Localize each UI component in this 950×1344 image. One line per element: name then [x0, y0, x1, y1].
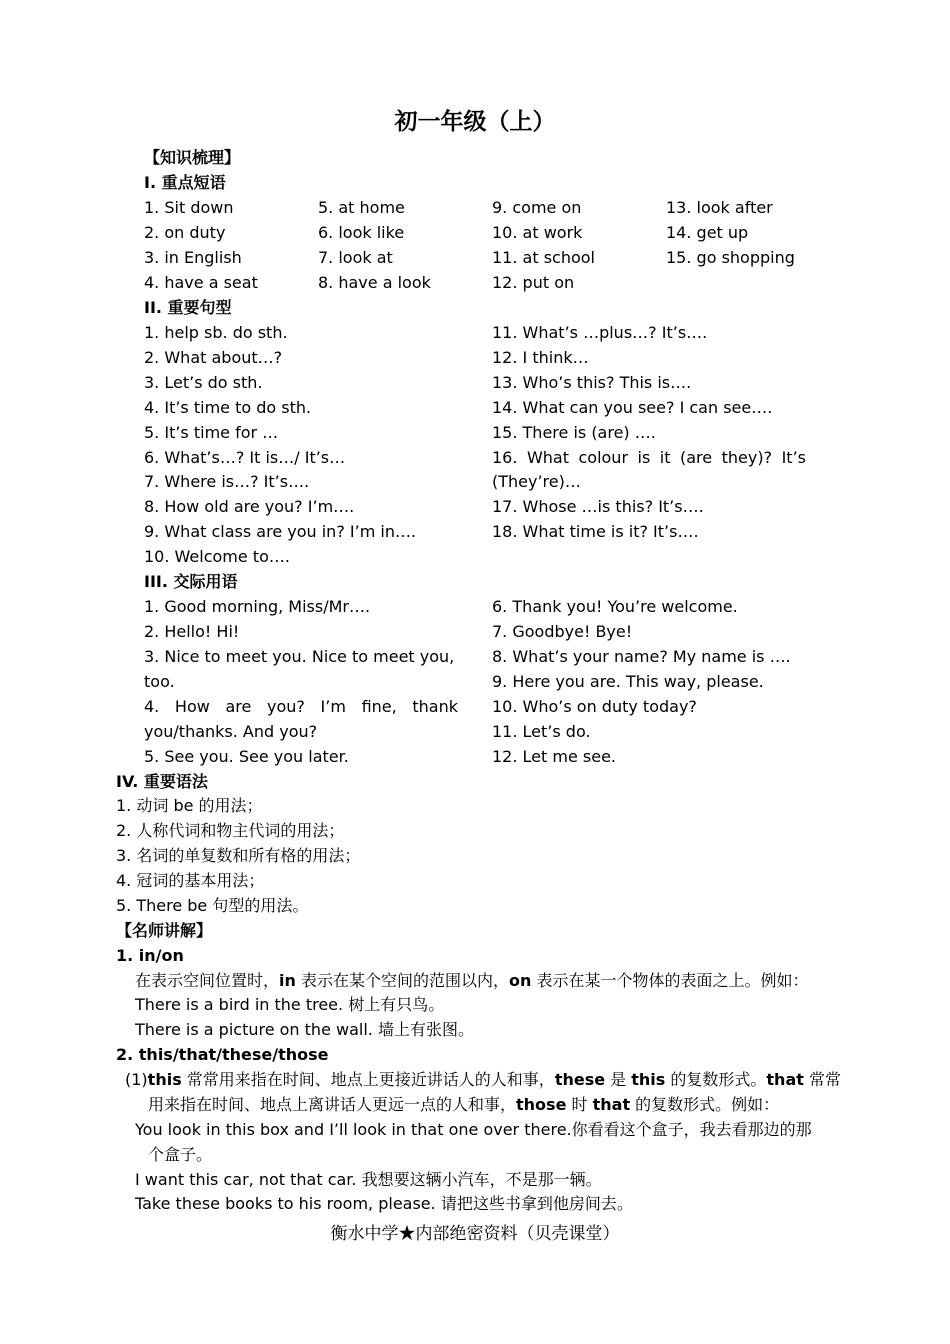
sentence-item: (They’re)… [492, 472, 581, 491]
point-description: (1)this 常常用来指在时间、地点上更接近讲话人的人和事，these 是 this 的复数形式。that 常常 [125, 1070, 841, 1089]
sentence-item: 18. What time is it? It’s…. [492, 522, 699, 541]
phrase-item: 6. look like [318, 223, 405, 242]
expression-item: 4. How are you? I’m fine, thank [144, 697, 458, 716]
phrase-item: 15. go shopping [666, 248, 795, 267]
phrase-item: 12. put on [492, 273, 575, 292]
sentence-item: 12. I think… [492, 348, 589, 367]
phrase-item: 14. get up [666, 223, 749, 242]
phrase-item: 11. at school [492, 248, 595, 267]
phrase-item: 9. come on [492, 198, 582, 217]
section-heading-grammar: IV. 重要语法 [116, 772, 208, 791]
grammar-item: 1. 动词 be 的用法； [116, 796, 263, 815]
sentence-item: 6. What’s…? It is…/ It’s… [144, 448, 346, 467]
page-footer: 衡水中学★内部绝密资料（贝壳课堂） [330, 1224, 620, 1244]
example-sentence: There is a picture on the wall. 墙上有张图。 [135, 1020, 474, 1039]
expression-item: 8. What’s your name? My name is …. [492, 647, 791, 666]
phrase-item: 10. at work [492, 223, 583, 242]
expression-item: 7. Goodbye! Bye! [492, 622, 633, 641]
point-description: 用来指在时间、地点上离讲话人更远一点的人和事，those 时 that 的复数形式。例如： [148, 1095, 780, 1114]
expression-item: 9. Here you are. This way, please. [492, 672, 764, 691]
expression-item: 5. See you. See you later. [144, 747, 349, 766]
sentence-item: 3. Let’s do sth. [144, 373, 263, 392]
sentence-item: 16. What colour is it (are they)? It’s [492, 448, 806, 467]
phrase-item: 7. look at [318, 248, 393, 267]
sentence-item: 17. Whose …is this? It’s…. [492, 497, 704, 516]
point-description: 在表示空间位置时，in 表示在某个空间的范围以内，on 表示在某一个物体的表面之上。例如： [135, 971, 809, 990]
phrase-item: 4. have a seat [144, 273, 258, 292]
grammar-item: 4. 冠词的基本用法； [116, 871, 265, 890]
expression-item: too. [144, 672, 175, 691]
phrase-item: 13. look after [666, 198, 773, 217]
example-sentence: You look in this box and I’ll look in that one over there.你看看这个盒子，我去看那边的那 [135, 1120, 812, 1139]
section-heading-phrases: I. 重点短语 [144, 173, 226, 192]
example-sentence: 个盒子。 [148, 1145, 213, 1164]
sentence-item: 7. Where is…? It’s…. [144, 472, 310, 491]
sentence-item: 4. It’s time to do sth. [144, 398, 312, 417]
sentence-item: 2. What about…? [144, 348, 283, 367]
expression-item: 11. Let’s do. [492, 722, 591, 741]
expression-item: 3. Nice to meet you. Nice to meet you, [144, 647, 455, 666]
phrase-item: 2. on duty [144, 223, 226, 242]
sentence-item: 5. It’s time for … [144, 423, 279, 442]
grammar-item: 2. 人称代词和物主代词的用法； [116, 821, 345, 840]
grammar-item: 3. 名词的单复数和所有格的用法； [116, 846, 361, 865]
sentence-item: 13. Who’s this? This is…. [492, 373, 692, 392]
section-heading-sentences: II. 重要句型 [144, 298, 232, 317]
point-heading-in-on: 1. in/on [116, 946, 184, 965]
sentence-item: 11. What’s …plus…? It’s…. [492, 323, 708, 342]
phrase-item: 1. Sit down [144, 198, 234, 217]
example-sentence: There is a bird in the tree. 树上有只鸟。 [135, 995, 445, 1014]
phrase-item: 8. have a look [318, 273, 431, 292]
page-title: 初一年级（上） [394, 109, 556, 135]
phrase-item: 5. at home [318, 198, 405, 217]
knowledge-header: 【知识梳理】 [144, 148, 241, 167]
expression-item: you/thanks. And you? [144, 722, 318, 741]
section-heading-expressions: III. 交际用语 [144, 572, 238, 591]
sentence-item: 10. Welcome to…. [144, 547, 290, 566]
sentence-item: 1. help sb. do sth. [144, 323, 288, 342]
point-heading-demonstratives: 2. this/that/these/those [116, 1045, 329, 1064]
expression-item: 6. Thank you! You’re welcome. [492, 597, 738, 616]
example-sentence: I want this car, not that car. 我想要这辆小汽车，不是那一辆。 [135, 1170, 602, 1189]
sentence-item: 14. What can you see? I can see…. [492, 398, 773, 417]
expression-item: 10. Who’s on duty today? [492, 697, 697, 716]
expression-item: 12. Let me see. [492, 747, 616, 766]
phrase-item: 3. in English [144, 248, 242, 267]
sentence-item: 8. How old are you? I’m…. [144, 497, 355, 516]
expression-item: 1. Good morning, Miss/Mr…. [144, 597, 371, 616]
expression-item: 2. Hello! Hi! [144, 622, 240, 641]
teacher-header: 【名师讲解】 [116, 921, 213, 940]
example-sentence: Take these books to his room, please. 请把这些书拿到他房间去。 [135, 1194, 633, 1213]
sentence-item: 9. What class are you in? I’m in…. [144, 522, 417, 541]
sentence-item: 15. There is (are) …. [492, 423, 656, 442]
grammar-item: 5. There be 句型的用法。 [116, 896, 309, 915]
